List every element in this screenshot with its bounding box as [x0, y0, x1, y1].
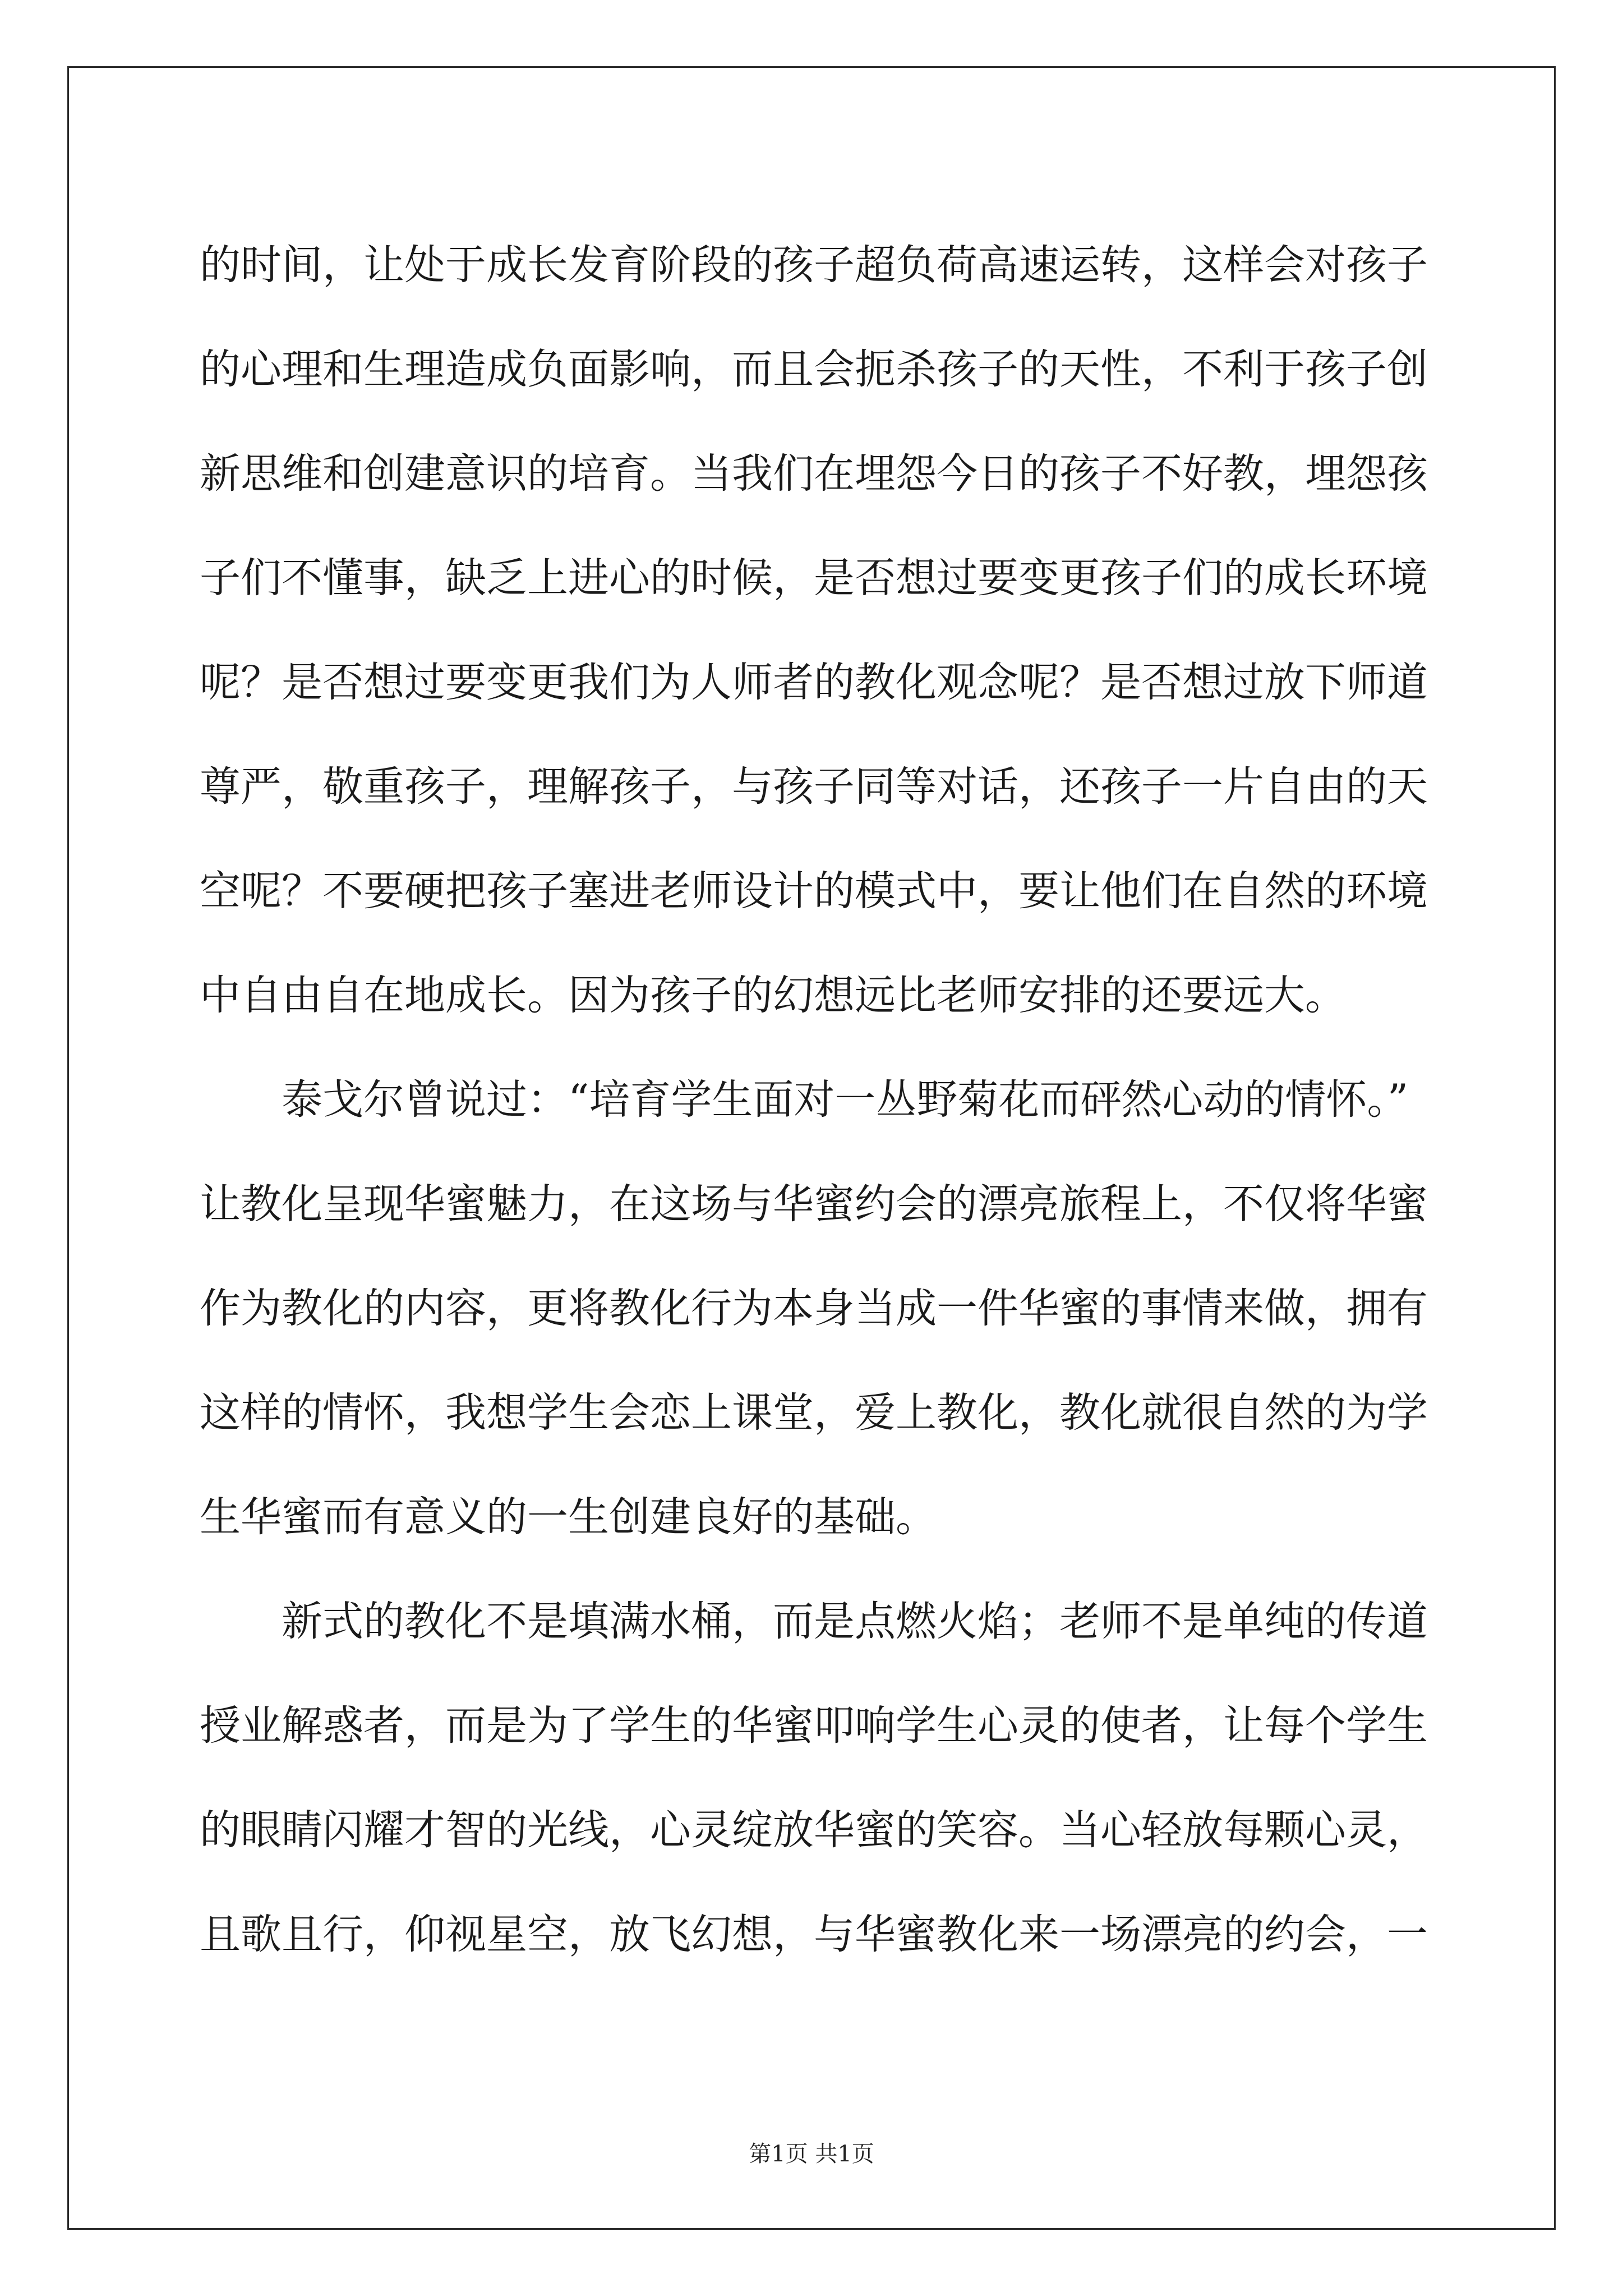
text-line: 的心理和生理造成负面影响，而且会扼杀孩子的天性，不利于孩子创: [200, 346, 1428, 393]
text-line: 作为教化的内容，更将教化行为本身当成一件华蜜的事情来做，拥有: [200, 1285, 1428, 1332]
text-line: 新思维和创建意识的培育。当我们在埋怨今日的孩子不好教，埋怨孩: [200, 450, 1428, 498]
text-line-paragraph-start: 新式的教化不是填满水桶，而是点燃火焰；老师不是单纯的传道: [282, 1598, 1428, 1645]
text-line: 的时间，让处于成长发育阶段的孩子超负荷高速运转，这样会对孩子: [200, 241, 1428, 289]
text-line: 这样的情怀，我想学生会恋上课堂，爱上教化，教化就很自然的为学: [200, 1389, 1428, 1437]
text-line: 尊严，敬重孩子，理解孩子，与孩子同等对话，还孩子一片自由的天: [200, 763, 1428, 811]
text-line: 授业解惑者，而是为了学生的华蜜叩响学生心灵的使者，让每个学生: [200, 1702, 1428, 1750]
text-line: 子们不懂事，缺乏上进心的时候，是否想过要变更孩子们的成长环境: [200, 554, 1428, 602]
text-line: 空呢？不要硬把孩子塞进老师设计的模式中，要让他们在自然的环境: [200, 867, 1428, 915]
text-line: 的眼睛闪耀才智的光线，心灵绽放华蜜的笑容。当心轻放每颗心灵，: [200, 1806, 1428, 1854]
text-line: 生华蜜而有意义的一生创建良好的基础。: [200, 1493, 937, 1541]
page-number-footer: 第1页 共1页: [749, 2141, 874, 2167]
text-line: 呢？是否想过要变更我们为人师者的教化观念呢？是否想过放下师道: [200, 659, 1428, 706]
text-line: 让教化呈现华蜜魅力，在这场与华蜜约会的漂亮旅程上，不仅将华蜜: [200, 1180, 1428, 1228]
text-line-paragraph-start: 泰戈尔曾说过：“培育学生面对一丛野菊花而砰然心动的情怀。”: [282, 1076, 1409, 1124]
text-line: 且歌且行，仰视星空，放飞幻想，与华蜜教化来一场漂亮的约会，一: [200, 1911, 1428, 1958]
text-line: 中自由自在地成长。因为孩子的幻想远比老师安排的还要远大。: [200, 972, 1346, 1019]
document-body: [200, 213, 1428, 1987]
